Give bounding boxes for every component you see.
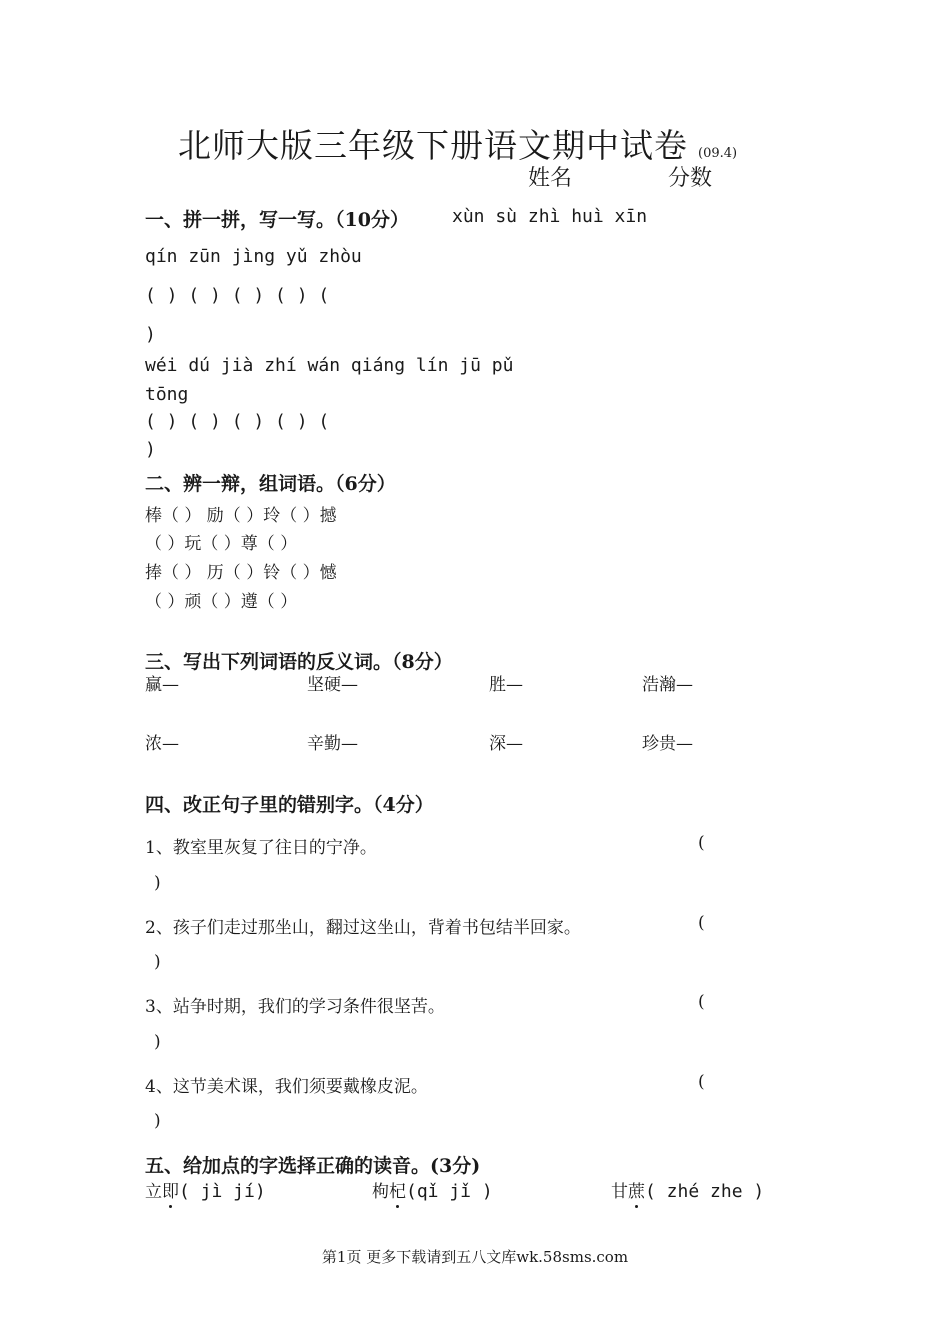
s1-answer-row2-a: ( ) ( ) ( ) ( ) (	[145, 411, 330, 432]
section-4-heading: 四、改正句子里的错别字。（4分）	[145, 794, 434, 816]
exam-date: (09.4)	[698, 146, 738, 161]
s2-line-1: 棒（ ） 励（ ）玲（ ）撼	[145, 506, 337, 526]
s4-item-2-open-paren: (	[698, 913, 705, 933]
s5-g2-dotted-char: 杞	[389, 1177, 406, 1202]
s5-g3-char: 甘	[611, 1182, 628, 1202]
page-title	[178, 120, 737, 167]
section-2-heading: 二、辨一辩，组词语。（6分）	[145, 473, 396, 495]
s4-item-2: 2、孩子们走过那坐山，翻过这坐山，背着书包结半回家。	[145, 918, 581, 938]
antonym-item: 珍贵—	[642, 734, 693, 754]
s4-item-4-open-paren: (	[698, 1072, 705, 1092]
s4-item-3-close-paren: )	[154, 1032, 161, 1052]
s4-item-1-open-paren: (	[698, 833, 705, 853]
section-3-heading: 三、写出下列词语的反义词。（8分）	[145, 651, 453, 673]
antonym-item: 胜—	[489, 675, 523, 695]
page-footer: 第1页 更多下载请到五八文库wk.58sms.com	[321, 1248, 629, 1266]
s5-g2-char: 枸	[372, 1182, 389, 1202]
name-label: 姓名	[528, 166, 573, 191]
section-5-heading: 五、给加点的字选择正确的读音。(3分)	[145, 1155, 481, 1177]
s5-group-1	[145, 1177, 266, 1202]
s1-pinyin-row1-a: xùn sù zhì huì xīn	[452, 206, 648, 227]
s2-line-3: 捧（ ） 历（ ）铃（ ）憾	[145, 563, 337, 583]
s2-line-4: （ ）顽（ ）遵（ ）	[145, 592, 298, 612]
s5-g2-options: (qǐ jǐ )	[406, 1181, 493, 1202]
s5-group-3	[611, 1177, 764, 1202]
s5-g3-dotted-char: 蔗	[628, 1177, 645, 1202]
s4-item-3: 3、站争时期，我们的学习条件很坚苦。	[145, 997, 445, 1017]
s1-pinyin-row2-b: tōng	[145, 384, 189, 405]
s5-g3-options: ( zhé zhe )	[645, 1181, 765, 1202]
s1-answer-row1-b: )	[145, 324, 156, 345]
s4-item-4-close-paren: )	[154, 1111, 161, 1131]
section-1-heading-text: 一、拼一拼，写一写。（10分）	[145, 209, 409, 231]
s1-answer-row1-a: ( ) ( ) ( ) ( ) (	[145, 285, 330, 306]
s1-answer-row2-b: )	[145, 439, 156, 460]
antonym-item: 辛勤—	[307, 734, 358, 754]
antonym-item: 坚硬—	[307, 675, 358, 695]
s4-item-1: 1、教室里灰复了往日的宁净。	[145, 838, 377, 858]
s2-line-2: （ ）玩（ ）尊（ ）	[145, 534, 298, 554]
section-1-heading	[145, 205, 409, 232]
s5-g1-options: ( jì jí)	[179, 1181, 266, 1202]
antonym-item: 深—	[489, 734, 523, 754]
s5-group-2	[372, 1177, 493, 1202]
s5-g1-char: 立	[145, 1182, 162, 1202]
s4-item-2-close-paren: )	[154, 952, 161, 972]
title-text: 北师大版三年级下册语文期中试卷	[178, 126, 688, 165]
s4-item-1-close-paren: )	[154, 873, 161, 893]
s1-pinyin-row2-a: wéi dú jià zhí wán qiáng lín jū pǔ	[145, 355, 514, 376]
antonym-item: 浓—	[145, 734, 179, 754]
antonym-item: 浩瀚—	[642, 675, 693, 695]
s4-item-3-open-paren: (	[698, 992, 705, 1012]
s4-item-4: 4、这节美术课，我们须要戴橡皮泥。	[145, 1077, 428, 1097]
antonym-item: 赢—	[145, 675, 179, 695]
s5-g1-dotted-char: 即	[162, 1177, 179, 1202]
score-label: 分数	[668, 166, 713, 191]
s1-pinyin-row1-b: qín zūn jìng yǔ zhòu	[145, 246, 362, 267]
